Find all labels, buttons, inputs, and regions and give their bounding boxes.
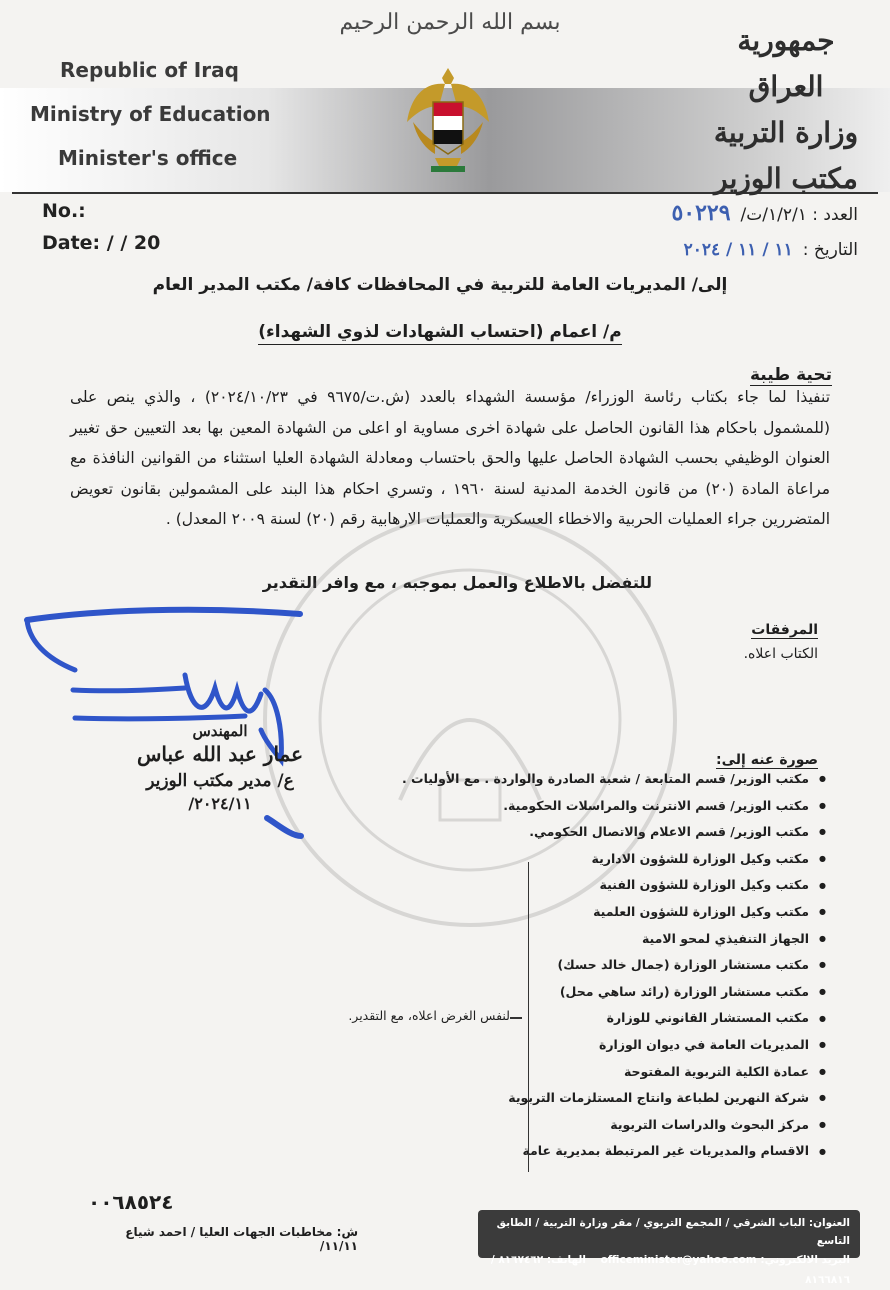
- cc-list: [386, 766, 826, 1165]
- signer-role: ع/ مدير مكتب الوزير: [146, 771, 294, 791]
- english-header: [30, 55, 300, 187]
- list-item: ● مركز البحوث والدراسات التربوية: [386, 1112, 826, 1139]
- header-office-ar: مكتب الوزير: [714, 162, 858, 195]
- date-ar-label: التاريخ :: [802, 240, 858, 260]
- footer-contact: [478, 1210, 860, 1286]
- date-label: Date: / / 20: [42, 232, 161, 254]
- header-republic-ar: جمهورية العراق: [737, 24, 835, 103]
- list-item: ● المديريات العامة في ديوان الوزارة: [386, 1032, 826, 1059]
- bismillah: بسم الله الرحمن الرحيم: [339, 10, 561, 35]
- addressee: إلى/ المديريات العامة للتربية في المحافظات كافة/ مكتب المدير العام: [152, 275, 728, 295]
- attachments-label: المرفقات: [751, 622, 818, 638]
- footer-email: officeminister@yahoo.com: [600, 1254, 757, 1266]
- ref-number-ar-label: العدد : ١/٢/١/ت/: [740, 205, 858, 225]
- list-item: ● مكتب مستشار الوزارة (رائد ساهي محل): [386, 979, 826, 1006]
- list-item: ● مكتب وكيل الوزارة للشؤون العلمية: [386, 899, 826, 926]
- date-ar: [684, 240, 858, 260]
- footer-phone: ٨١٦٧٤٦٢ / ٨١٦٦٨١٦: [490, 1254, 850, 1286]
- list-item: ● الجهاز التنفيذي لمحو الامية: [386, 926, 826, 953]
- list-item: ● الاقسام والمديريات غير المرتبطة بمديرية عامة: [386, 1138, 826, 1165]
- signer-title: المهندس: [192, 722, 248, 740]
- greeting: تحية طيبة: [749, 365, 832, 385]
- list-item: ● مكتب وكيل الوزارة للشؤون الفنية: [386, 872, 826, 899]
- closing-line: للتفضل بالاطلاع والعمل بموجبه ، مع وافر التقدير: [262, 573, 652, 592]
- header-office: Minister's office: [58, 146, 238, 170]
- signature-block: [110, 722, 330, 813]
- serial-number: ٠٠٦٨٥٢٤: [88, 1190, 174, 1214]
- list-item: ● شركة النهرين لطباعة وانتاج المستلزمات التربوية: [386, 1085, 826, 1112]
- list-item: ● مكتب الوزير/ قسم الاعلام والاتصال الحكومي.: [386, 819, 826, 846]
- ref-number-ar-value: ٥٠٢٢٩: [671, 200, 731, 226]
- ref-number-label: No.:: [42, 200, 86, 222]
- arabic-header: [696, 18, 876, 202]
- signer-name: عمار عبد الله عباس: [136, 742, 304, 766]
- list-item: ● مكتب المستشار القانوني للوزارة: [386, 1005, 826, 1032]
- header-ministry: Ministry of Education: [30, 102, 271, 126]
- list-item: ● مكتب مستشار الوزارة (جمال خالد حسك): [386, 952, 826, 979]
- cc-label: صورة عنه إلى:: [716, 752, 818, 768]
- list-item: ● مكتب الوزير/ قسم المتابعة / شعبة الصادرة والواردة . مع الأوليات .: [386, 766, 826, 793]
- subject-text: م/ اعمام (احتساب الشهادات لذوي الشهداء): [258, 322, 621, 345]
- subject-line: [50, 322, 830, 342]
- file-reference: ش: مخاطبات الجهات العليا / احمد شياع ١١/١١/: [125, 1225, 358, 1253]
- cc-group-bracket-tick: [510, 1017, 522, 1019]
- footer-phone-label: الهاتف:: [546, 1254, 586, 1266]
- header-republic: Republic of Iraq: [60, 58, 239, 82]
- letter-body: تنفيذا لما جاء بكتاب رئاسة الوزراء/ مؤسسة الشهداء بالعدد (ش.ت/٩٦٧٥ في ٢٠٢٤/١٠/٢٣) ، والذي ينص على (للمشمول باحكام هذا القانون الحاصل على شهادة اخرى مساوية او اعلى من الشهادة المعين بها بعد التعيين حق تغيير العنوان الوظيفي بحسب الشهادة الحاصل عليها والحق باحتساب ومعادلة الشهادة العليا استثناء من القوانين النافذة مع مراعاة المادة (٢٠) من قانون الخدمة المدنية لسنة ١٩٦٠ ، وتسري احكام هذا البند على المشمولين بقانون تعويض المتضررين جراء العمليات الحربية والاخطاء العسكرية والعمليات الارهابية رقم (٢٠) لسنة ٢٠٠٩ المعدل) .: [70, 388, 831, 528]
- attachments-value: الكتاب اعلاه.: [743, 646, 818, 662]
- footer-address: العنوان: الباب الشرقي / المجمع التربوي / مقر وزارة التربية / الطابق التاسع: [496, 1217, 850, 1247]
- footer-email-label: البريد الالكتروني:: [760, 1254, 850, 1266]
- list-item: ● مكتب الوزير/ قسم الانترنت والمراسلات الحكومية.: [386, 793, 826, 820]
- iraq-eagle-emblem-icon: [405, 62, 491, 178]
- header-ministry-ar: وزارة التربية: [713, 116, 859, 149]
- list-item: ● عمادة الكلية التربوية المفتوحة: [386, 1059, 826, 1086]
- list-item: ● مكتب وكيل الوزارة للشؤون الادارية: [386, 846, 826, 873]
- footer-contact-line: [488, 1250, 850, 1290]
- date-ar-value: ١١ / ١١ / ٢٠٢٤: [683, 240, 793, 260]
- cc-group-note: لنفس الغرض اعلاه، مع التقدير.: [348, 1008, 510, 1023]
- signer-date: ٢٠٢٤/١١/: [188, 794, 252, 813]
- ref-number-ar: [671, 200, 858, 226]
